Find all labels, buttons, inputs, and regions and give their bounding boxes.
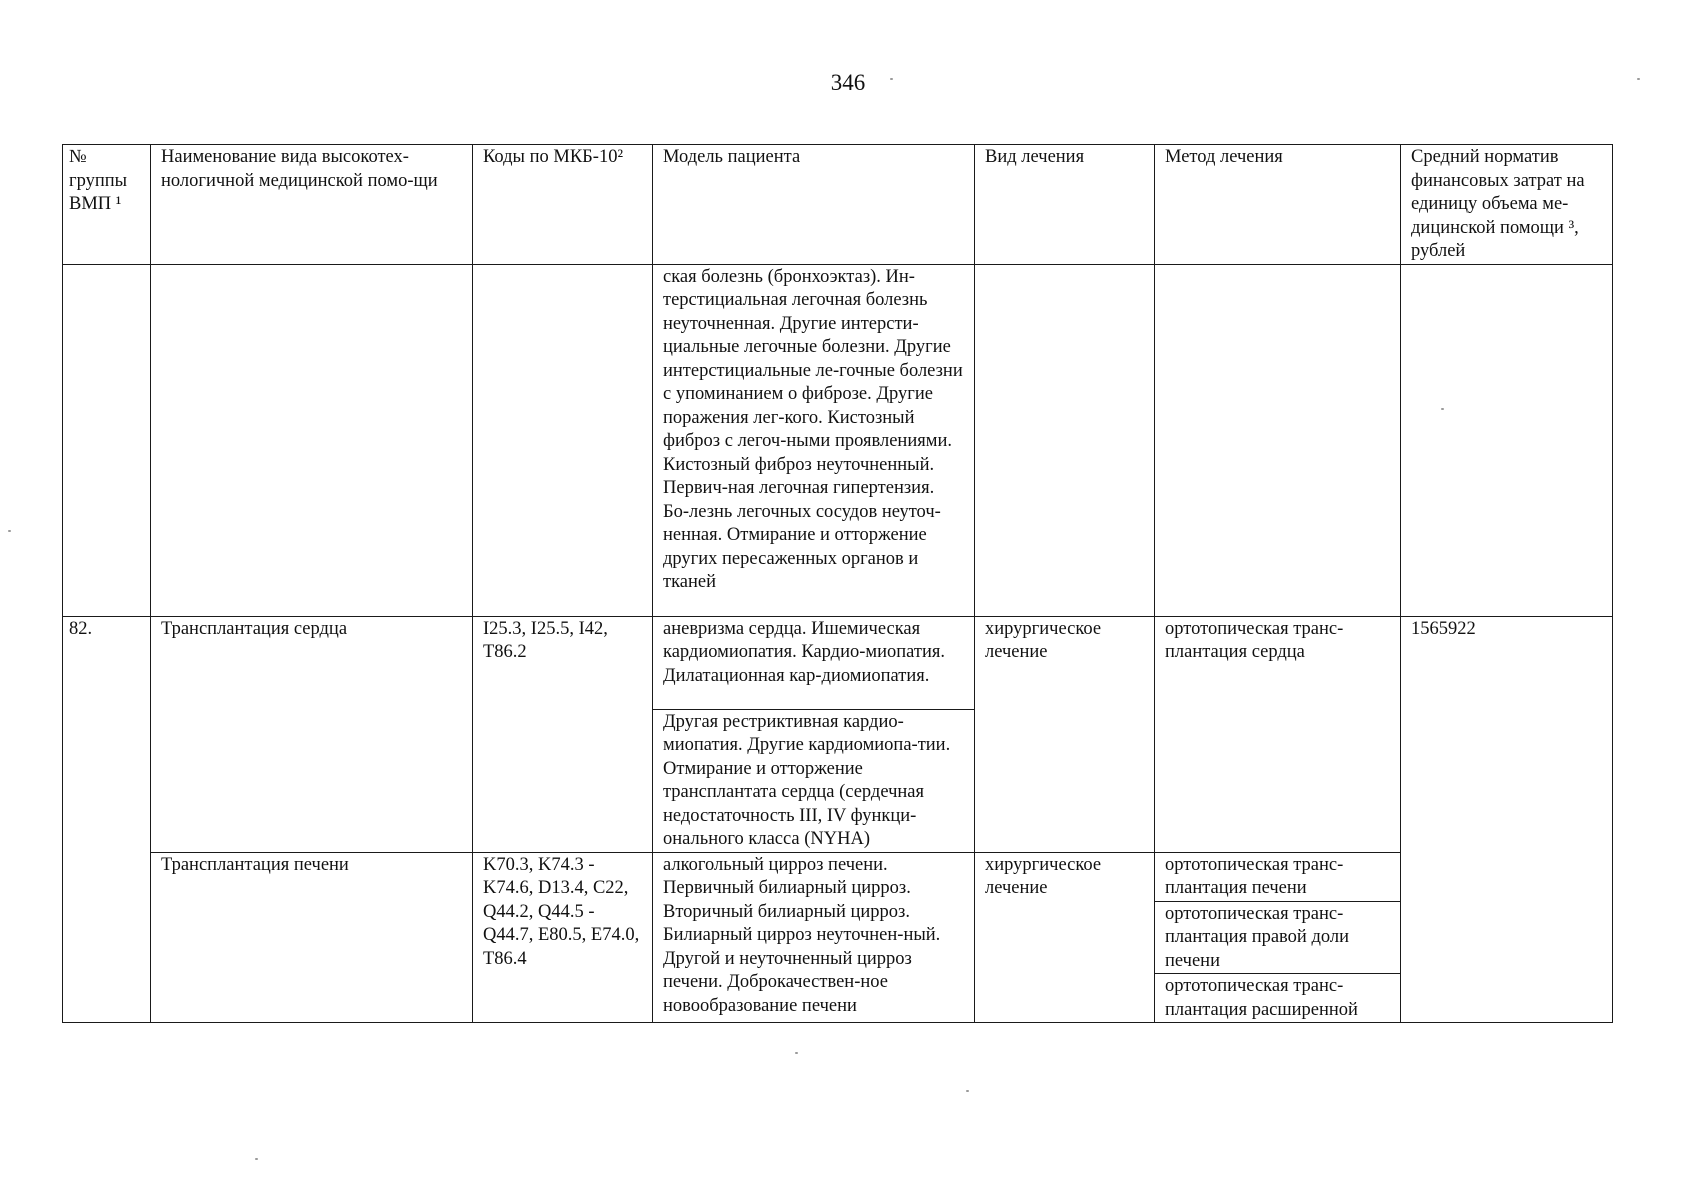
scan-speck [255, 1158, 258, 1160]
header-treatment-type: Вид лечения [975, 145, 1155, 265]
heart-treatment-type: хирургическое лечение [975, 616, 1155, 852]
continuation-patient-model: ская болезнь (бронхоэктаз). Ин-терстициальная легочная болезнь неуточненная. Другие интерсти-циальные легочные болезни. Другие интерстициальные ле-гочные болезни с упоминанием о фиброзе. Другие поражения лег-кого. Кистозный фиброз с легоч-ными проявлениями. Кистозный фиброз неуточненный. Первич-ная легочная гипертензия. Бо-лезнь легочных сосудов неуточ-ненная. Отмирание и отторжение других пересаженных органов и тканей [653, 264, 975, 616]
liver-method-item: ортотопическая транс-плантация печени [1155, 853, 1400, 902]
heart-method: ортотопическая транс-плантация сердца [1155, 616, 1401, 852]
vmp-table [62, 144, 1613, 1023]
header-type-name: Наименование вида высокотех-нологичной медицинской помо-щи [151, 145, 473, 265]
scan-speck [1637, 78, 1640, 80]
cell-empty [151, 264, 473, 616]
table-row-heart [63, 616, 1613, 709]
cell-empty [1401, 264, 1613, 616]
header-group-no: № группы ВМП ¹ [63, 145, 151, 265]
cell-empty [473, 264, 653, 616]
heart-patient-model-1: аневризма сердца. Ишемическая кардиомиопатия. Кардио-миопатия. Дилатационная кар-диомиопатия. [653, 616, 975, 709]
liver-method-item: ортотопическая транс-плантация правой доли печени [1155, 902, 1400, 975]
heart-patient-model-2: Другая рестриктивная кардио-миопатия. Другие кардиомиопа-тии. Отмирание и отторжение трансплантата сердца (сердечная недостаточность III, IV функци-онального класса (NYHA) [653, 709, 975, 852]
liver-methods [1155, 852, 1401, 1023]
liver-codes: K70.3, K74.3 - K74.6, D13.4, C22, Q44.2, Q44.5 - Q44.7, E80.5, E74.0, T86.4 [473, 852, 653, 1023]
liver-name: Трансплантация печени [151, 852, 473, 1023]
header-icd-codes: Коды по МКБ-10² [473, 145, 653, 265]
scan-speck [1441, 408, 1444, 410]
page-number: 346 [830, 70, 866, 95]
cell-empty [63, 264, 151, 616]
heart-codes: I25.3, I25.5, I42, T86.2 [473, 616, 653, 852]
table-row-liver [63, 852, 1613, 1023]
scan-speck [8, 530, 11, 532]
table-header-row [63, 145, 1613, 265]
liver-method-item: ортотопическая транс-плантация расширенной [1165, 976, 1358, 1020]
cell-empty [1155, 264, 1401, 616]
liver-treatment-type: хирургическое лечение [975, 852, 1155, 1023]
group-number: 82. [63, 616, 151, 1023]
heart-name: Трансплантация сердца [151, 616, 473, 852]
header-patient-model: Модель пациента [653, 145, 975, 265]
table-row-continuation [63, 264, 1613, 616]
scan-speck [966, 1090, 969, 1092]
scan-speck [890, 78, 893, 80]
header-cost-norm: Средний норматив финансовых затрат на единицу объема ме-дицинской помощи ³, рублей [1401, 145, 1613, 265]
liver-patient-model: алкогольный цирроз печени. Первичный билиарный цирроз. Вторичный билиарный цирроз. Билиарный цирроз неуточнен-ный. Другой и неуточненный цирроз печени. Доброкачествен-ное новообразование печени [653, 852, 975, 1023]
cell-empty [975, 264, 1155, 616]
header-treatment-method: Метод лечения [1155, 145, 1401, 265]
scan-speck [795, 1052, 798, 1054]
group-cost: 1565922 [1401, 616, 1613, 1023]
